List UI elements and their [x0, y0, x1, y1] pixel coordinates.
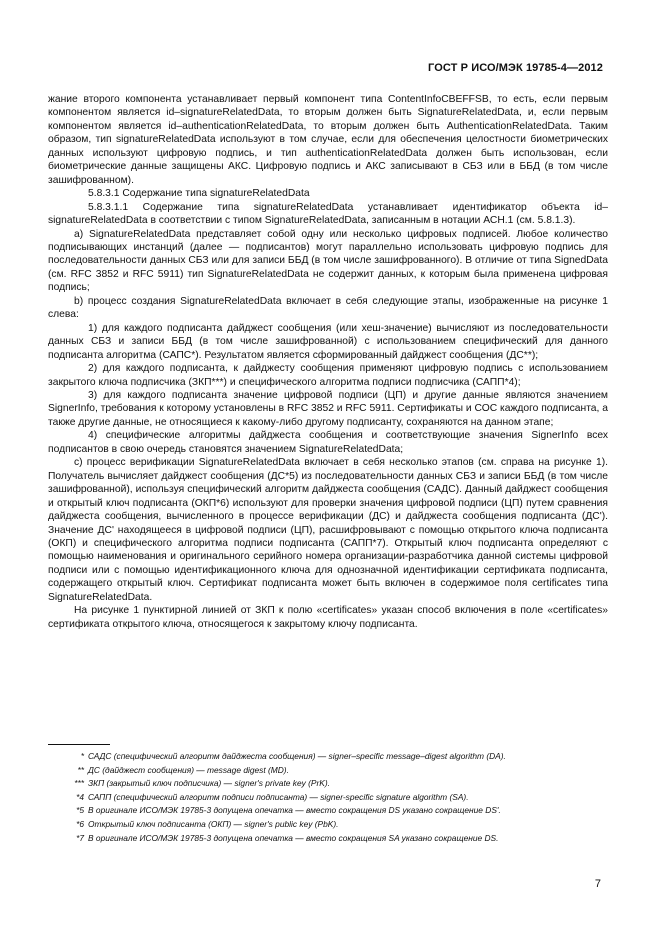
footnote-mark: ***	[74, 778, 84, 789]
footnote-text: Открытый ключ подписанта (ОКП) — signer's public key (PbK).	[88, 818, 339, 829]
list-item-b-4: 4) специфические алгоритмы дайджеста сообщения и соответствующие значения SignerInfo всех подписантов в свою очередь становятся значением SignatureRelatedData;	[48, 430, 608, 455]
footnote	[48, 804, 613, 818]
section-heading-5-8-3-1: 5.8.3.1 Содержание типа signatureRelatedData	[88, 188, 310, 200]
body-text	[48, 93, 608, 631]
footnote	[48, 832, 613, 846]
footnote-mark: **	[77, 764, 84, 775]
footnote-separator	[48, 744, 110, 745]
paragraph-figure-note: На рисунке 1 пунктирной линией от ЗКП к полю «certificates» указан способ включения в поле «certificates» сертификата открытого ключа, относящегося к закрытому ключу подписанта.	[48, 605, 608, 630]
footnote-text: В оригинале ИСО/МЭК 19785-3 допущена опечатка — вместо сокращения SA указано сокращение DS.	[88, 832, 499, 843]
footnote-mark: *	[80, 751, 84, 761]
list-item-b: b) процесс создания SignatureRelatedData включает в себя следующие этапы, изображенные на рисунке 1 слева:	[48, 295, 608, 321]
footnote-text: САПП (специфический алгоритм подписи подписанта) — signer-specific signature algorithm (SA).	[88, 791, 469, 802]
footnote	[48, 777, 613, 791]
footnote-mark: *6	[76, 818, 84, 829]
footnotes	[48, 750, 613, 845]
list-item-b-3: 3) для каждого подписанта значение цифровой подписи (ЦП) и другие данные являются значением SignerInfo, требования к которому установлены в RFC 3852 и RFC 5911. Сертификаты и СОС каждого подписанта, а также другие данные, не относящиеся к какому-либо другому подписанту, сохраняются на данном этапе;	[48, 389, 608, 428]
paragraph-5-8-3-1-1: 5.8.3.1.1 Содержание типа signatureRelatedData устанавливает идентификатор объекта id–signatureRelatedData в соответствии с типом SignatureRelatedData, записанным в нотации АСН.1 (см. 5.8.1.3).	[48, 201, 608, 227]
standard-header: ГОСТ Р ИСО/МЭК 19785-4—2012	[428, 62, 603, 74]
footnote-mark: *7	[76, 832, 84, 843]
list-item-b-2: 2) для каждого подписанта, к дайджесту сообщения применяют цифровую подпись с использованием закрытого ключа подписчика (ЗКП***) и специфического алгоритма подписи подписчика (САПП*4);	[48, 363, 608, 388]
footnote-text: САДС (специфический алгоритм дайджеста сообщения) — signer–specific message–digest algorithm (DA).	[88, 751, 506, 761]
footnote-mark: *4	[76, 791, 84, 802]
footnote-text: В оригинале ИСО/МЭК 19785-3 допущена опечатка — вместо сокращения DS указано сокращение DS'.	[88, 805, 501, 816]
footnote-mark: *5	[76, 805, 84, 816]
list-item-c: c) процесс верификации SignatureRelatedData включает в себя несколько этапов (см. справа на рисунке 1). Получатель вычисляет дайджест сообщения (ДС*5) из последовательности данных СБЗ и записи ББД (в том числе зашифрованной), используя специфический алгоритм дайджеста сообщения (САДС). Данный дайджест сообщения и открытый ключ подписанта (ОКП*6) используют для проверки значения цифровой подписи (ЦП) путем сравнения дайджеста сообщения, вычисленного в процессе верификации (ДС) и дайджеста сообщения подписанта (ДС'). Значение ДС' находящееся в цифровой подписи (ЦП), расшифровывают с помощью открытого ключа подписанта (ОКП) и специфического алгоритма подписи подписанта (САПП*7). Открытый ключ подписанта определяют с помощью наименования и оригинального серийного номера организации-разработчика данной системы цифровой подписи или с помощью идентификационного ключа для однозначной идентификации сертификата подписанта, содержащего открытый ключ. Сертификат подписанта может быть включен в содержимое поля certificates типа SignatureRelatedData.	[48, 457, 608, 603]
footnote	[48, 750, 613, 764]
footnote	[48, 791, 613, 805]
list-item-a: a) SignatureRelatedData представляет собой одну или несколько цифровых подписей. Любое количество подписывающих инстанций (далее — подписантов) могут параллельно использовать цифровую подпись для последовательности данных СБЗ или для записи ББД (в том числе зашифрованного). В отличие от типа SignedData (см. RFC 3852 и RFC 5911) тип SignatureRelatedData не содержит данных, к которым была применена цифровая подпись;	[48, 228, 608, 294]
footnote	[48, 764, 613, 778]
footnote-text: ЗКП (закрытый ключ подписчика) — signer's private key (PrK).	[88, 778, 330, 789]
list-item-b-1: 1) для каждого подписанта дайджест сообщения (или хеш-значение) вычисляют из последовательности данных СБЗ и записи ББД (в том числе зашифрованной) с использованием специфический для данного подписанта алгоритма (САПС*). Результатом является сформированный дайджест сообщения (ДС**);	[48, 322, 608, 361]
paragraph-continuation: жание второго компонента устанавливает первый компонент типа ContentInfoCBEFFSB, то есть, если первым компонентом является id–signatureRelatedData, то вторым должен быть SignatureRelatedData, и, если первым компонентом является id–authenticationRelatedData, то вторым должен быть AuthenticationRelatedData. Таким образом, тип signatureRelatedData используют в том случае, если для обеспечения целостности биометрических данных используют цифровую подпись, и тип authenticationRelatedData должен быть использован, если биометрические данные защищены АКС. Цифровую подпись и АКС записывают в СБЗ или в ББД (в том числе зашифрованном).	[48, 94, 608, 186]
footnote-text: ДС (дайджест сообщения) — message digest (MD).	[88, 764, 289, 775]
page-number: 7	[594, 878, 601, 890]
footnote	[48, 818, 613, 832]
